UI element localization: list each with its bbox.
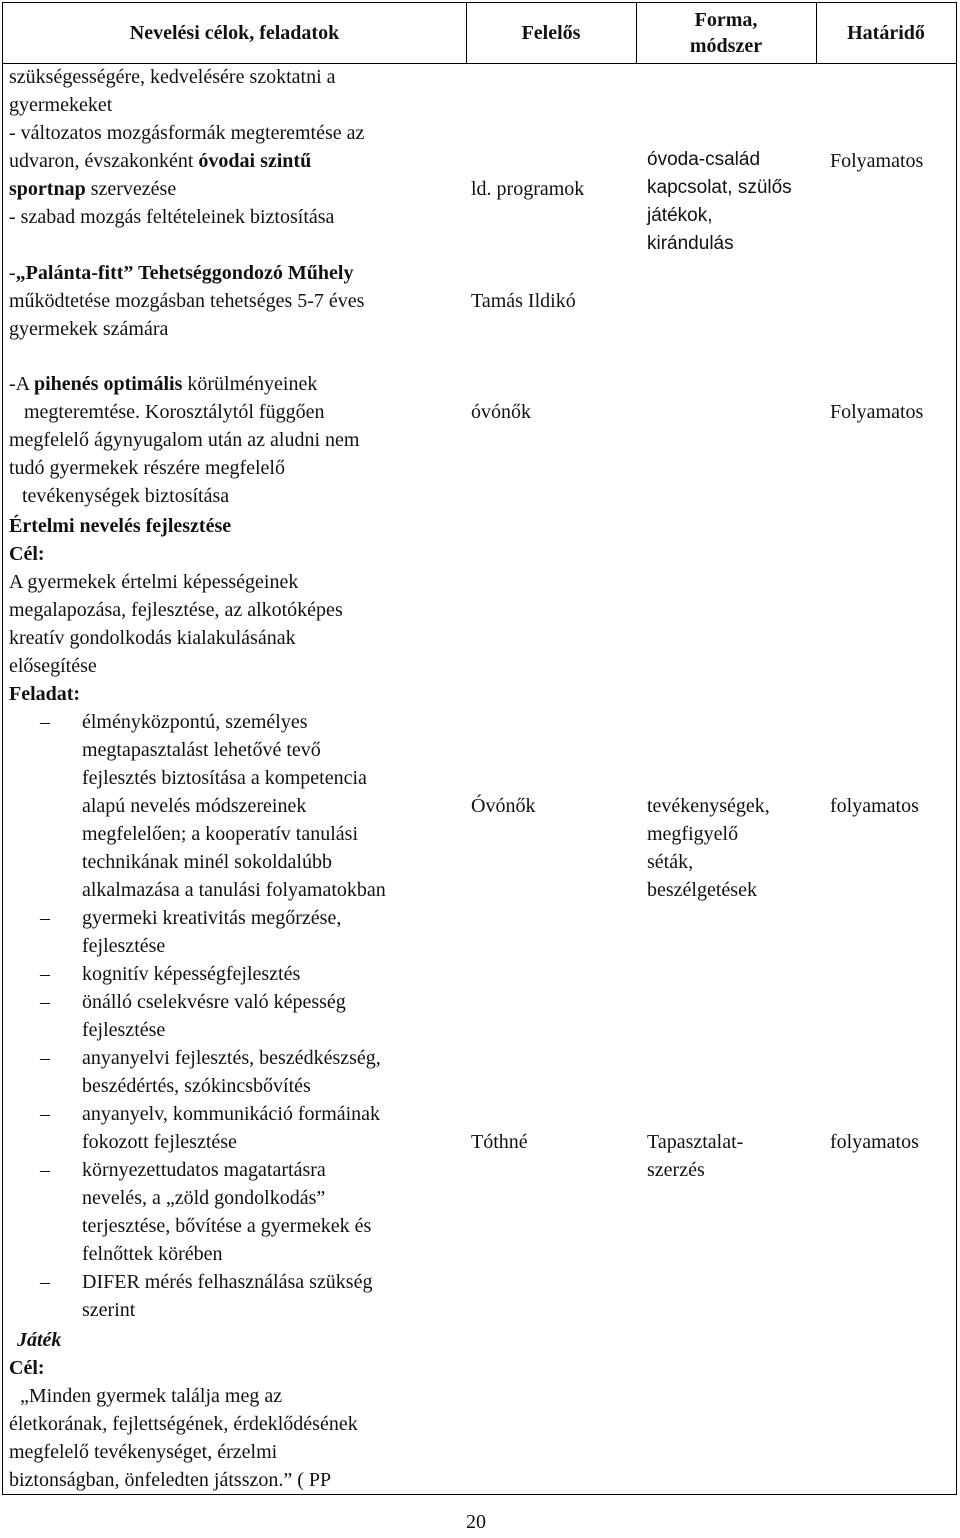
goal-text-bold: „Palánta-fitt” Tehetséggondozó Műhely [15,262,354,284]
goal-line: „Minden gyermek találja meg az [20,1385,283,1407]
goal-label: Cél: [9,543,45,565]
task-line: önálló cselekvésre való képesség [82,991,346,1013]
header-goals: Nevelési célok, feladatok [129,22,340,44]
goal-line: életkorának, fejlettségének, érdeklődésének [9,1413,358,1435]
bullet-dash: – [40,963,50,985]
bullet-dash: – [40,991,50,1013]
task-line: környezettudatos magatartásra [82,1159,326,1181]
bullet-dash: – [40,1159,50,1181]
responsible-text: Óvónők [471,795,536,817]
page-number: 20 [466,1511,486,1533]
goal-line: megfelelő tevékenységet, érzelmi [9,1441,278,1463]
deadline-text: Folyamatos [830,150,924,172]
task-line: alkalmazása a tanulási folyamatokban [82,879,386,901]
deadline-text: folyamatos [830,1131,919,1153]
task-line: DIFER mérés felhasználása szükség [82,1271,373,1293]
task-line: alapú nevelés módszereinek [82,795,307,817]
method-text: tevékenységek, [647,795,770,817]
task-line: beszédértés, szókincsbővítés [82,1075,311,1097]
header-deadline: Határidő [847,22,925,44]
header-method-line1: Forma, [694,9,758,31]
header-responsible: Felelős [521,22,581,44]
section-title: Értelmi nevelés fejlesztése [9,515,232,537]
method-text: beszélgetések [647,879,757,901]
method-text: szerzés [647,1159,705,1181]
goal-text: udvaron, évszakonként [9,150,199,172]
method-text: játékok, [647,205,713,226]
task-line: terjesztése, bővítése a gyermekek és [82,1215,372,1237]
task-label: Feladat: [9,683,81,705]
goal-label: Cél: [9,1357,45,1379]
deadline-text: folyamatos [830,795,919,817]
goal-line: gyermekeket [9,94,113,116]
task-line: nevelés, a „zöld gondolkodás” [82,1187,326,1209]
goal-text: körülményeinek [182,373,318,395]
task-line: fokozott fejlesztése [82,1131,237,1153]
responsible-text: ld. programok [471,178,585,200]
goal-line [9,147,311,175]
goal-text-bold: pihenés optimális [34,373,183,395]
goal-line: megalapozása, fejlesztése, az alkotóképes [9,599,343,621]
task-line: fejlesztése [82,935,166,957]
method-text: Tapasztalat- [647,1131,744,1153]
method-text: séták, [647,851,694,873]
goal-text: szervezése [85,178,177,200]
task-line: felnőttek körében [82,1243,223,1265]
task-line: fejlesztés biztosítása a kompetencia [82,767,367,789]
task-line: anyanyelv, kommunikáció formáinak [82,1103,381,1125]
goal-line: biztonságban, önfeledten játsszon.” ( PP [9,1469,332,1491]
responsible-text: Tóthné [471,1131,528,1153]
goal-text: - [9,262,16,284]
goal-line [9,370,317,398]
goal-line: - szabad mozgás feltételeinek biztosítása [9,206,335,228]
goal-line: működtetése mozgásban tehetséges 5-7 éves [9,290,365,312]
bullet-dash: – [40,1103,50,1125]
goal-text-bold: óvodai szintű [198,150,312,172]
task-line: fejlesztése [82,1019,166,1041]
task-line: anyanyelvi fejlesztés, beszédkészség, [82,1047,381,1069]
goal-line: megfelelő ágynyugalom után az aludni nem [9,429,360,451]
goal-line: tudó gyermekek részére megfelelő [9,457,285,479]
deadline-text: Folyamatos [830,401,924,423]
goal-line: A gyermekek értelmi képességeinek [9,571,299,593]
goal-line [9,175,176,203]
header-method-line2: módszer [689,35,763,57]
goal-text: -A [9,373,34,395]
task-line: szerint [82,1299,136,1321]
bullet-dash: – [40,1271,50,1293]
method-text: óvoda-család [647,149,761,170]
header-method [636,3,816,63]
method-text: kirándulás [647,233,734,254]
task-line: kognitív képességfejlesztés [82,963,301,985]
bullet-dash: – [40,711,50,733]
task-line: megfelelően; a kooperatív tanulási [82,823,359,845]
bullet-dash: – [40,1047,50,1069]
goal-line: szükségességére, kedvelésére szoktatni a [9,66,336,88]
task-line: élményközpontú, személyes [82,711,308,733]
goal-line: megteremtése. Korosztálytól függően [24,401,325,423]
task-line: gyermeki kreativitás megőrzése, [82,907,342,929]
responsible-text: óvónők [471,401,531,423]
section-title: Játék [17,1329,62,1351]
goal-line: kreatív gondolkodás kialakulásának [9,627,296,649]
goal-line: gyermekek számára [9,318,169,340]
goal-line: - változatos mozgásformák megteremtése az [9,122,365,144]
task-line: megtapasztalást lehetővé tevő [82,739,321,761]
goal-line: elősegítése [9,655,97,677]
goal-line [9,259,353,287]
task-line: technikának minél sokoldalúbb [82,851,332,873]
table-header [3,3,956,64]
method-text: megfigyelő [647,823,739,845]
bullet-dash: – [40,907,50,929]
goal-line: tevékenységek biztosítása [22,485,230,507]
goal-text-bold: sportnap [9,178,86,200]
method-text: kapcsolat, szülős [647,177,792,198]
responsible-text: Tamás Ildikó [471,290,576,312]
